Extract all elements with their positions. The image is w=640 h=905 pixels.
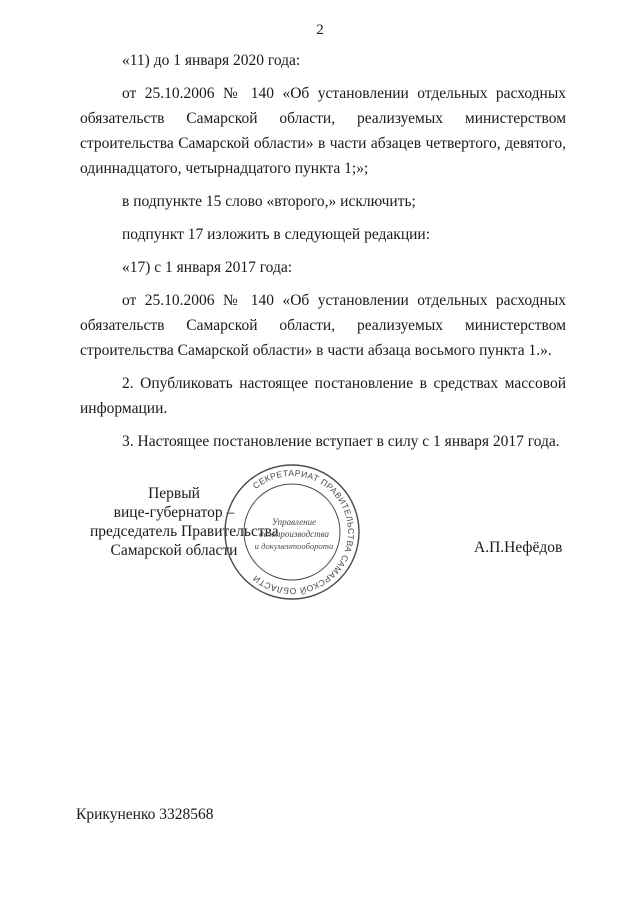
paragraph-9: от 25.10.2006 № 140 «Об установлении отдельных расходных: [122, 292, 566, 309]
paragraph-7: подпункт 17 изложить в следующей редакции:: [122, 226, 431, 243]
paragraph-11: строительства Самарской области» в части абзаца восьмого пункта 1.».: [80, 342, 552, 359]
paragraph-3: обязательств Самарской области, реализуемых министерством: [80, 110, 566, 127]
paragraph-6: в подпункте 15 слово «второго,» исключить;: [122, 193, 416, 210]
paragraph-2: от 25.10.2006 № 140 «Об установлении отдельных расходных: [122, 85, 566, 102]
stamp-center-line: делопроизводства: [258, 529, 330, 539]
signatory-title-line: Самарской области: [110, 542, 238, 559]
signatory-name: А.П.Нефёдов: [474, 539, 563, 556]
page-number: 2: [316, 22, 324, 38]
signatory-title-line: Первый: [148, 485, 200, 502]
paragraph-5: одиннадцатого, четырнадцатого пункта 1;»;: [80, 160, 369, 177]
signatory-title-line: председатель Правительства: [90, 523, 279, 540]
signatory-title-line: вице-губернатор –: [113, 504, 235, 521]
paragraph-8: «17) с 1 января 2017 года:: [122, 259, 293, 276]
official-stamp: [222, 462, 362, 602]
paragraph-13: информации.: [80, 400, 168, 417]
paragraph-12: 2. Опубликовать настоящее постановление в средствах массовой: [122, 375, 566, 392]
stamp-ring-text: СЕКРЕТАРИАТ ПРАВИТЕЛЬСТВА САМАРСКОЙ ОБЛАСТИ: [250, 467, 357, 597]
document-body: [80, 48, 566, 462]
paragraph-10: обязательств Самарской области, реализуемых министерством: [80, 317, 566, 334]
stamp-center-line: и документооборота: [254, 541, 334, 551]
executor-contact: Крикуненко 3328568: [76, 806, 214, 823]
paragraph-1: «11) до 1 января 2020 года:: [122, 52, 301, 69]
paragraph-4: строительства Самарской области» в части абзацев четвертого, девятого,: [80, 135, 566, 152]
stamp-center-line: Управление: [271, 517, 317, 527]
paragraph-14: 3. Настоящее постановление вступает в силу с 1 января 2017 года.: [122, 433, 560, 450]
